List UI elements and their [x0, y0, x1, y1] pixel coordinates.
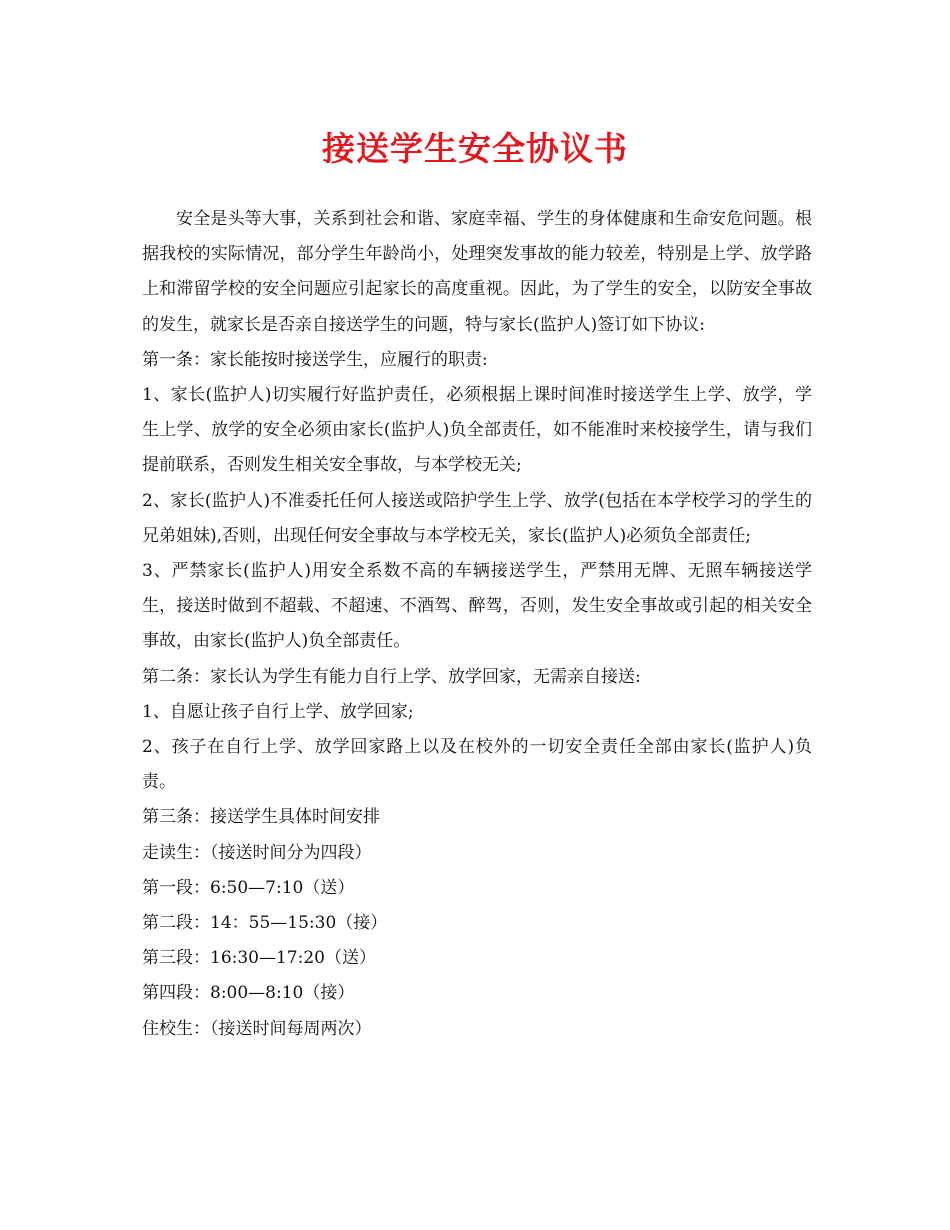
intro-paragraph: 安全是头等大事，关系到社会和谐、家庭幸福、学生的身体健康和生命安危问题。根据我校的实际情况，部分学生年龄尚小，处理突发事故的能力较差，特别是上学、放学路上和滞留学校的安全问题应引起家长的高度重视。因此，为了学生的安全，以防安全事故的发生，就家长是否亲自接送学生的问题，特与家长(监护人)签订如下协议: [142, 209, 812, 335]
document-title: 接送学生安全协议书 [322, 129, 628, 168]
schedule-segment-2: 第二段：14：55—15:30（接） [142, 913, 388, 934]
article-2-item-2: 2、孩子在自行上学、放学回家路上以及在校外的一切安全责任全部由家长(监护人)负责。 [142, 737, 812, 793]
article-3-heading: 第三条：接送学生具体时间安排 [142, 807, 380, 828]
schedule-segment-4: 第四段：8:00—8:10（接） [142, 983, 355, 1004]
article-1-item-2: 2、家长(监护人)不准委托任何人接送或陪护学生上学、放学(包括在本学校学习的学生的兄弟姐妹),否则，出现任何安全事故与本学校无关，家长(监护人)必须负全部责任; [142, 490, 812, 546]
schedule-segment-1: 第一段：6:50—7:10（送） [142, 877, 355, 898]
article-1-heading: 第一条：家长能按时接送学生，应履行的职责: [142, 349, 488, 370]
boarding-student-heading: 住校生：（接送时间每周两次） [142, 1018, 372, 1039]
document-body [142, 202, 812, 1047]
article-2-heading: 第二条：家长认为学生有能力自行上学、放学回家，无需亲自接送: [142, 666, 641, 687]
schedule-segment-3: 第三段：16:30—17:20（送） [142, 948, 376, 969]
article-1-item-3: 3、严禁家长(监护人)用安全系数不高的车辆接送学生，严禁用无牌、无照车辆接送学生，接送时做到不超载、不超速、不酒驾、醉驾，否则，发生安全事故或引起的相关安全事故，由家长(监护人)负全部责任。 [142, 561, 812, 652]
article-1-item-1: 1、家长(监护人)切实履行好监护责任，必须根据上课时间准时接送学生上学、放学，学生上学、放学的安全必须由家长(监护人)负全部责任，如不能准时来校接学生，请与我们提前联系，否则发生相关安全事故，与本学校无关; [142, 385, 812, 476]
article-2-item-1: 1、自愿让孩子自行上学、放学回家; [142, 701, 414, 722]
day-student-heading: 走读生：（接送时间分为四段） [142, 842, 372, 863]
